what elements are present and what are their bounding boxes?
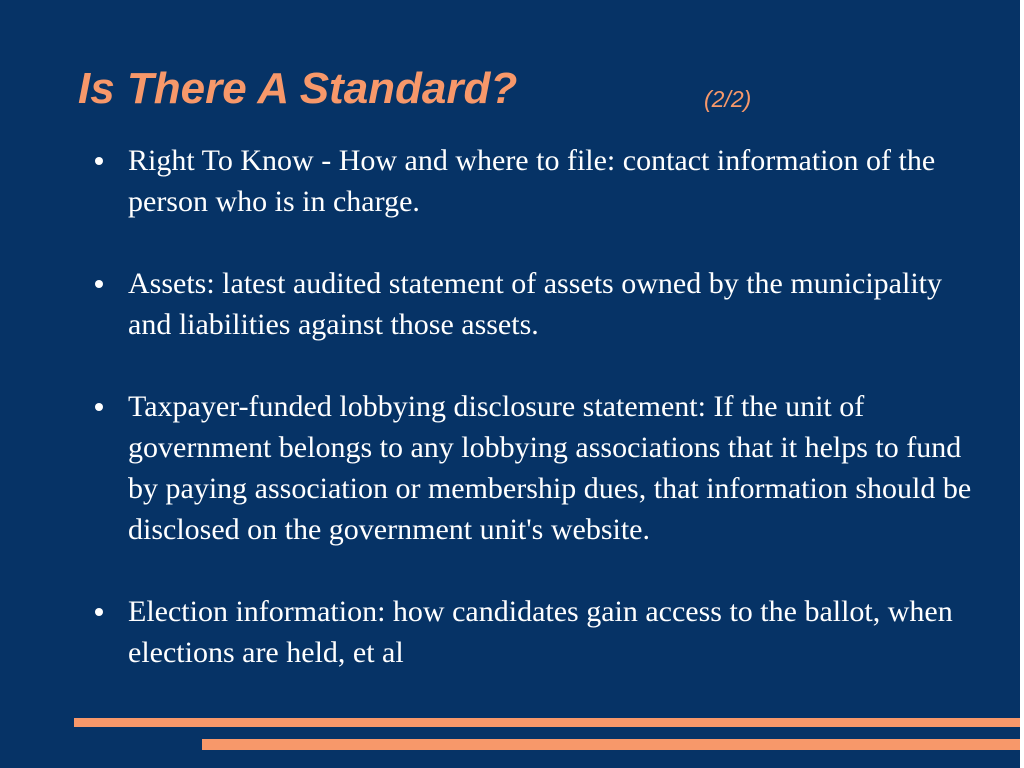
bullet-dot-icon <box>95 403 103 411</box>
page-indicator: (2/2) <box>704 86 752 112</box>
bullet-dot-icon <box>95 157 103 165</box>
bullet-item <box>92 591 992 673</box>
bullet-item <box>92 140 992 222</box>
bullet-dot-icon <box>95 608 103 616</box>
accent-rule-bottom <box>202 739 1020 750</box>
title-row <box>78 64 517 114</box>
bullet-text: Assets: latest audited statement of assets owned by the municipality and liabilities against those assets. <box>128 267 942 341</box>
accent-rule-top <box>74 718 1020 727</box>
bullet-list <box>92 140 992 714</box>
bullet-text: Taxpayer-funded lobbying disclosure statement: If the unit of government belongs to any lobbying associations that it helps to fund by paying association or membership dues, that information should be disclosed on the government unit's website. <box>128 390 972 546</box>
bullet-dot-icon <box>95 280 103 288</box>
bullet-item <box>92 386 992 550</box>
bullet-item <box>92 263 992 345</box>
bullet-text: Right To Know - How and where to file: contact information of the person who is in charge. <box>128 144 936 218</box>
bullet-text: Election information: how candidates gain access to the ballot, when elections are held, et al <box>128 595 953 669</box>
slide-title: Is There A Standard? <box>78 64 518 113</box>
slide-edge-margin <box>1020 0 1024 768</box>
